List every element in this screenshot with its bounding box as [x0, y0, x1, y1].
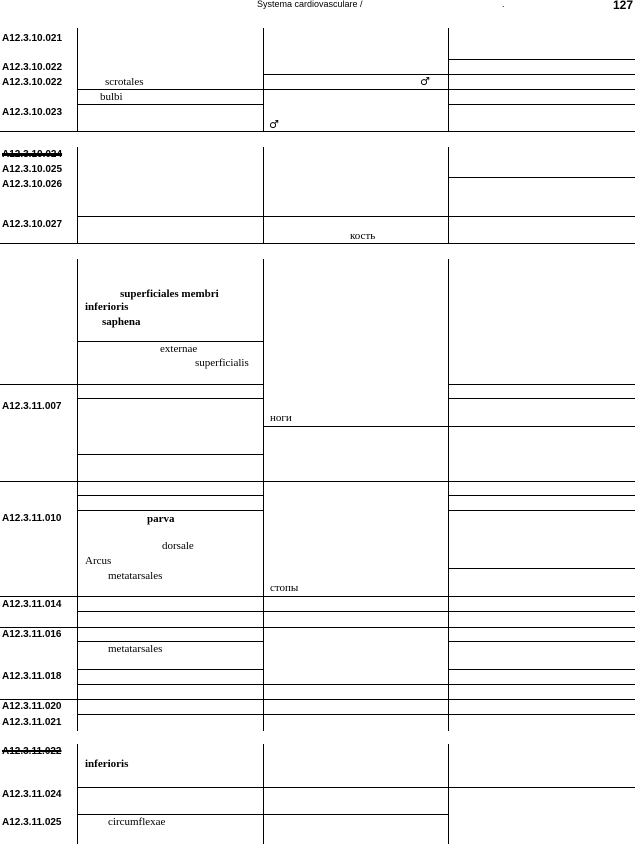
row-rule	[77, 510, 263, 511]
column-rule	[77, 744, 78, 844]
latin-term: externae	[160, 343, 198, 355]
term-code: A12.3.10.022	[2, 62, 63, 73]
male-symbol-icon: ♂	[420, 75, 430, 88]
term-code: A12.3.10.027	[2, 219, 63, 230]
russian-term: кость	[350, 230, 376, 242]
latin-term: superficiales membri	[120, 288, 219, 300]
term-code: A12.3.10.022	[2, 77, 63, 88]
latin-term: saphena	[102, 316, 141, 328]
row-rule	[448, 495, 635, 496]
row-rule	[0, 627, 635, 628]
latin-term: metatarsales	[108, 570, 163, 582]
latin-term: parva	[147, 513, 175, 525]
running-header-dot: .	[502, 0, 505, 9]
row-rule	[448, 641, 635, 642]
row-rule	[263, 426, 635, 427]
column-rule	[77, 28, 78, 132]
page-number: 127	[612, 0, 633, 12]
term-code: A12.3.11.007	[2, 401, 62, 412]
latin-term: Arcus	[85, 555, 112, 567]
column-rule	[263, 744, 264, 844]
term-code: A12.3.11.010	[2, 513, 62, 524]
row-rule	[77, 495, 263, 496]
term-code: A12.3.11.025	[2, 817, 62, 828]
latin-term: inferioris	[85, 758, 129, 770]
latin-term: dorsale	[162, 540, 194, 552]
term-code: A12.3.10.026	[2, 179, 63, 190]
row-rule	[77, 341, 263, 342]
row-rule	[448, 59, 635, 60]
term-code: A12.3.11.021	[2, 717, 62, 728]
row-rule	[77, 454, 263, 455]
latin-term: metatarsales	[108, 643, 163, 655]
latin-term: bulbi	[100, 91, 123, 103]
row-rule	[77, 611, 635, 612]
row-rule	[77, 104, 263, 105]
row-rule	[448, 74, 635, 75]
row-rule	[77, 89, 635, 90]
male-symbol-icon: ♂	[269, 118, 279, 131]
row-rule	[77, 787, 635, 788]
row-rule	[77, 669, 263, 670]
latin-term: superficialis	[195, 357, 249, 369]
column-rule	[263, 28, 264, 132]
row-rule	[77, 814, 448, 815]
row-rule	[448, 568, 635, 569]
latin-term: inferioris	[85, 301, 129, 313]
latin-term: circumflexae	[108, 816, 166, 828]
term-code: A12.3.11.014	[2, 599, 62, 610]
row-rule	[77, 641, 263, 642]
row-rule	[0, 699, 635, 700]
row-rule	[448, 510, 635, 511]
row-rule	[448, 384, 635, 385]
column-rule	[448, 28, 449, 132]
latin-term: scrotales	[105, 76, 144, 88]
row-rule	[77, 398, 263, 399]
row-rule	[448, 104, 635, 105]
row-rule	[0, 384, 263, 385]
term-code: A12.3.11.016	[2, 629, 62, 640]
column-rule	[448, 147, 449, 243]
term-code: A12.3.10.021	[2, 33, 63, 44]
term-code: A12.3.11.020	[2, 701, 62, 712]
column-rule	[263, 259, 264, 731]
column-rule	[448, 744, 449, 844]
row-rule	[77, 684, 635, 685]
term-code: A12.3.11.022	[2, 746, 62, 757]
russian-term: ноги	[270, 412, 292, 424]
row-rule	[0, 596, 635, 597]
term-code: A12.3.10.025	[2, 164, 63, 175]
row-rule	[0, 131, 635, 132]
row-rule	[77, 714, 635, 715]
running-header-title: Systema cardiovasculare /	[257, 0, 363, 9]
row-rule	[0, 243, 635, 244]
row-rule	[448, 669, 635, 670]
term-code: A12.3.10.023	[2, 107, 63, 118]
russian-term: стопы	[270, 582, 299, 594]
term-code: A12.3.11.024	[2, 789, 62, 800]
row-rule	[0, 481, 635, 482]
column-rule	[263, 147, 264, 243]
term-code: A12.3.10.024	[2, 149, 63, 160]
column-rule	[77, 147, 78, 243]
row-rule	[448, 398, 635, 399]
row-rule	[448, 177, 635, 178]
term-code: A12.3.11.018	[2, 671, 62, 682]
row-rule	[77, 216, 635, 217]
